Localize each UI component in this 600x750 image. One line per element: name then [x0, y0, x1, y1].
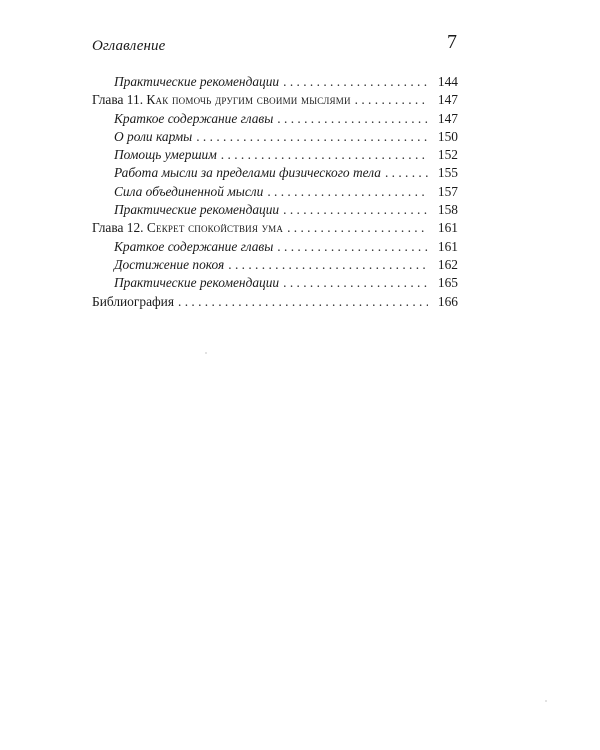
dot-leader: [178, 293, 428, 311]
toc-bibliography-entry[interactable]: [92, 293, 458, 311]
scan-speck: [545, 700, 547, 702]
toc-entry[interactable]: [92, 110, 458, 128]
toc-entry-page: 162: [437, 256, 458, 272]
toc-entry-page: 150: [437, 128, 458, 144]
toc-entry-title: О роли кармы: [114, 128, 193, 144]
dot-leader: [267, 183, 428, 201]
dot-leader: [287, 219, 428, 237]
toc-chapter-entry[interactable]: [92, 219, 458, 237]
dot-leader: [355, 91, 428, 109]
toc-entry-title: Краткое содержание главы: [114, 110, 274, 126]
toc-entry[interactable]: [92, 128, 458, 146]
toc-entry[interactable]: [92, 274, 458, 292]
dot-leader: [385, 164, 428, 182]
dot-leader: [283, 73, 428, 91]
toc-entry-page: 165: [437, 275, 458, 291]
toc-entry-page: 157: [437, 183, 458, 199]
running-head: Оглавление: [92, 38, 166, 54]
toc-entry-page: 161: [437, 238, 458, 254]
dot-leader: [228, 256, 428, 274]
dot-leader: [221, 146, 428, 164]
toc-entry-title: Практические рекомендации: [114, 74, 280, 89]
toc-entry-title: Краткое содержание главы: [114, 238, 274, 254]
toc-entry-page: 158: [437, 202, 458, 218]
dot-leader: [283, 274, 428, 292]
toc-entry-page: 155: [437, 165, 458, 181]
toc-entry-title: Работа мысли за пределами физического тела: [114, 165, 381, 181]
toc-entry[interactable]: [92, 146, 458, 164]
toc-entry-title: Сила объединенной мысли: [114, 183, 264, 199]
toc-entry-page: 166: [437, 293, 458, 309]
dot-leader: [277, 110, 428, 128]
toc-entry-title: Глава 12. Секрет спокойствия ума: [92, 220, 284, 236]
toc-entry-page: 147: [437, 92, 458, 108]
toc-entry-page: 152: [437, 147, 458, 163]
page-number: 7: [447, 31, 457, 53]
toc-entry-title: Глава 11. Как помочь другим своими мыслями: [92, 92, 351, 108]
toc-entry[interactable]: [92, 256, 458, 274]
toc-entry-title: Библиография: [92, 293, 175, 309]
toc-entry-title: Достижение покоя: [114, 256, 225, 272]
toc-entry[interactable]: [92, 238, 458, 256]
dot-leader: [196, 128, 428, 146]
toc-entry[interactable]: [92, 164, 458, 182]
scan-speck: [205, 352, 207, 354]
toc-entry[interactable]: [92, 201, 458, 219]
toc-entry[interactable]: [92, 73, 458, 91]
dot-leader: [277, 238, 428, 256]
toc-entry-title: Практические рекомендации: [114, 275, 280, 291]
toc-entry-title: Практические рекомендации: [114, 202, 280, 218]
table-of-contents: [92, 73, 458, 311]
dot-leader: [283, 201, 428, 219]
toc-entry-page: 144: [437, 74, 458, 89]
toc-chapter-entry[interactable]: [92, 91, 458, 109]
toc-entry-page: 147: [437, 110, 458, 126]
toc-entry[interactable]: [92, 183, 458, 201]
toc-entry-title: Помощь умершим: [114, 147, 217, 163]
toc-entry-page: 161: [437, 220, 458, 236]
